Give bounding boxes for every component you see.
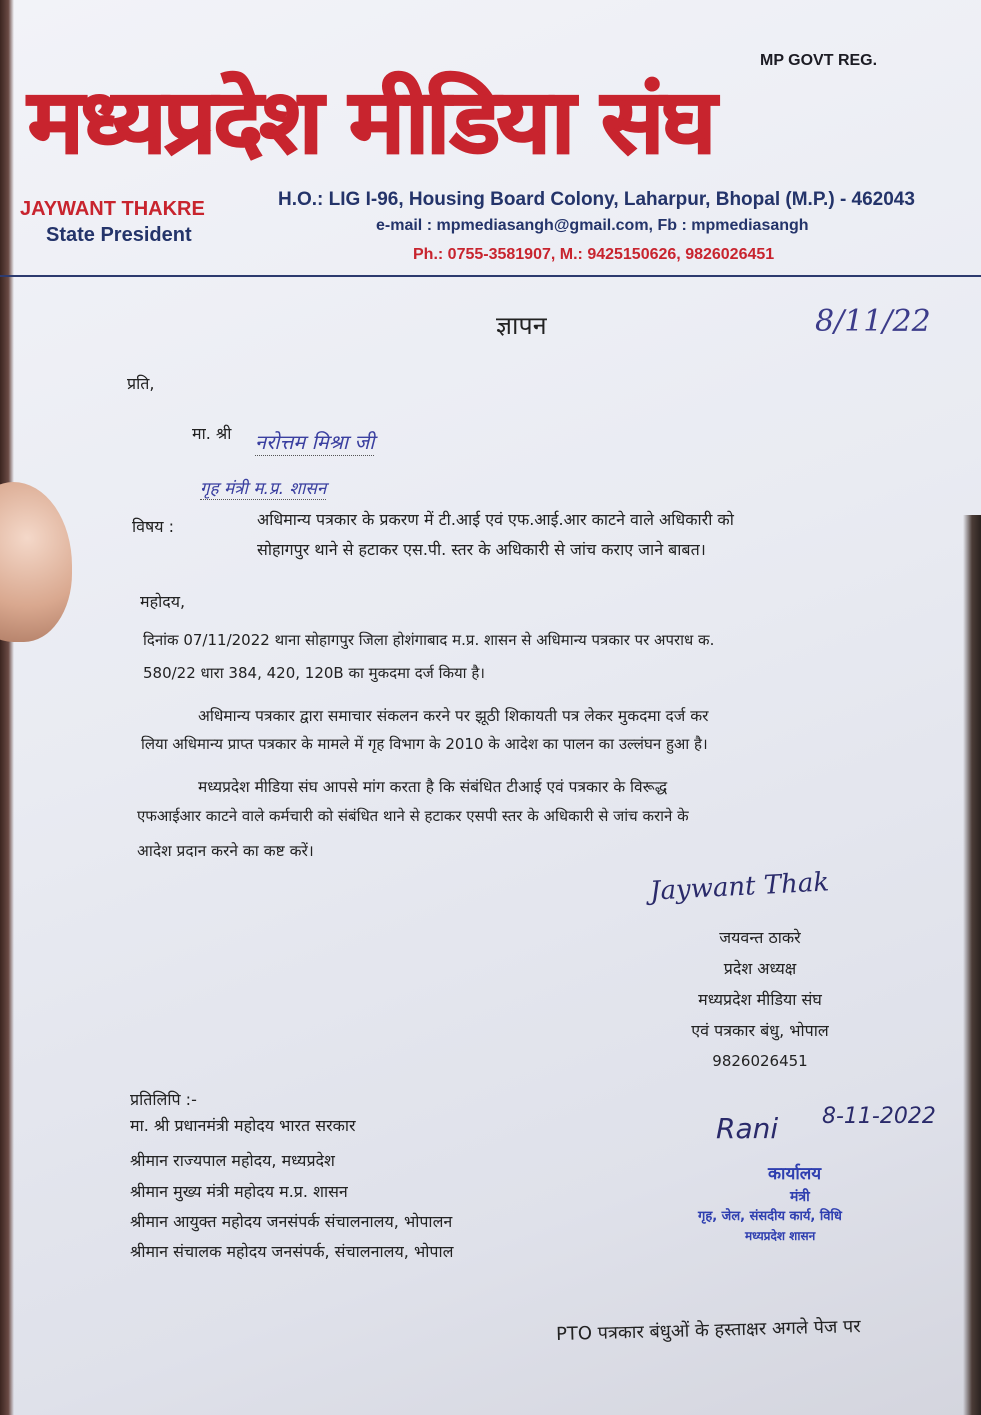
para2-line-1: अधिमान्य पत्रकार द्वारा समाचार संकलन करने पर झूठी शिकायती पत्र लेकर मुकदमा दर्ज कर bbox=[198, 707, 709, 725]
stamp-office: कार्यालय bbox=[768, 1164, 822, 1184]
para2-line-2: लिया अधिमान्य प्राप्त पत्रकार के मामले में गृह विभाग के 2010 के आदेश का पालन का उल्लंघन हुआ है। bbox=[141, 735, 708, 753]
copy-item: श्रीमान आयुक्त महोदय जनसंपर्क संचालनालय, भोपालन bbox=[130, 1212, 453, 1231]
signature-block bbox=[640, 922, 880, 1077]
signatory-org: मध्यप्रदेश मीडिया संघ bbox=[698, 990, 822, 1009]
head-office-address: H.O.: LIG I-96, Housing Board Colony, Laharpur, Bhopal (M.P.) - 462043 bbox=[278, 189, 915, 210]
signatory-name: जयवन्त ठाकरे bbox=[719, 928, 801, 947]
email-line: e-mail : mpmediasangh@gmail.com, Fb : mpmediasangh bbox=[376, 217, 809, 234]
addressee-prefix: मा. श्री bbox=[192, 424, 232, 443]
to-label: प्रति, bbox=[127, 374, 155, 393]
page-edge-right bbox=[963, 515, 981, 1415]
copy-item: श्रीमान मुख्य मंत्री महोदय म.प्र. शासन bbox=[130, 1182, 348, 1201]
addressee-name: नरोत्तम मिश्रा जी bbox=[255, 430, 375, 454]
signatory-post: प्रदेश अध्यक्ष bbox=[723, 959, 797, 978]
para3-line-3: आदेश प्रदान करने का कष्ट करें। bbox=[137, 842, 314, 860]
president-name: JAYWANT THAKRE bbox=[20, 198, 205, 220]
copy-item: मा. श्री प्रधानमंत्री महोदय भारत सरकार bbox=[130, 1116, 356, 1135]
document-title: ज्ञापन bbox=[496, 311, 547, 340]
para1-line-1: दिनांक 07/11/2022 थाना सोहागपुर जिला होशंगाबाद म.प्र. शासन से अधिमान्य पत्रकार पर अपराध क. bbox=[143, 631, 715, 649]
page-edge-left bbox=[0, 0, 14, 1415]
stamp-minister: मंत्री bbox=[790, 1189, 810, 1205]
letterhead-divider bbox=[0, 275, 981, 277]
registration-label: MP GOVT REG. bbox=[760, 52, 878, 69]
receiver-initials: Rani bbox=[716, 1112, 779, 1145]
para3-line-1: मध्यप्रदेश मीडिया संघ आपसे मांग करता है कि संबंधित टीआई एवं पत्रकार के विरूद्ध bbox=[198, 778, 668, 796]
signatory-org-2: एवं पत्रकार बंधु, भोपाल bbox=[691, 1021, 829, 1040]
subject-label: विषय : bbox=[132, 517, 175, 536]
para3-line-2: एफआईआर काटने वाले कर्मचारी को संबंधित थाने से हटाकर एसपी स्तर के अधिकारी से जांच कराने के bbox=[137, 807, 689, 825]
stamp-departments: गृह, जेल, संसदीय कार्य, विधि bbox=[698, 1209, 842, 1224]
phone-line: Ph.: 0755-3581907, M.: 9425150626, 9826026451 bbox=[413, 246, 775, 263]
subject-line-1: अधिमान्य पत्रकार के प्रकरण में टी.आई एवं एफ.आई.आर काटने वाले अधिकारी को bbox=[257, 510, 734, 529]
signatory-phone: 9826026451 bbox=[712, 1052, 808, 1070]
org-masthead: मध्यप्रदेश मीडिया संघ bbox=[28, 70, 714, 173]
subject-line-2: सोहागपुर थाने से हटाकर एस.पी. स्तर के अधिकारी से जांच कराए जाने बाबत। bbox=[257, 540, 706, 559]
copy-item: श्रीमान राज्यपाल महोदय, मध्यप्रदेश bbox=[130, 1151, 335, 1170]
president-title: State President bbox=[46, 224, 192, 246]
handwritten-signature: Jaywant Thak bbox=[649, 867, 830, 907]
salutation: महोदय, bbox=[140, 592, 186, 611]
handwritten-date: 8/11/22 bbox=[815, 304, 931, 339]
pto-note: PTO पत्रकार बंधुओं के हस्ताक्षर अगले पेज पर bbox=[555, 1316, 861, 1345]
copy-item: श्रीमान संचालक महोदय जनसंपर्क, संचालनालय, भोपाल bbox=[130, 1242, 454, 1261]
copies-label: प्रतिलिपि :- bbox=[130, 1090, 197, 1109]
stamp-government: मध्यप्रदेश शासन bbox=[745, 1229, 816, 1243]
addressee-post: गृह मंत्री म.प्र. शासन bbox=[200, 476, 326, 500]
receipt-date: 8-11-2022 bbox=[822, 1104, 936, 1129]
para1-line-2: 580/22 धारा 384, 420, 120B का मुकदमा दर्ज किया है। bbox=[143, 664, 485, 682]
